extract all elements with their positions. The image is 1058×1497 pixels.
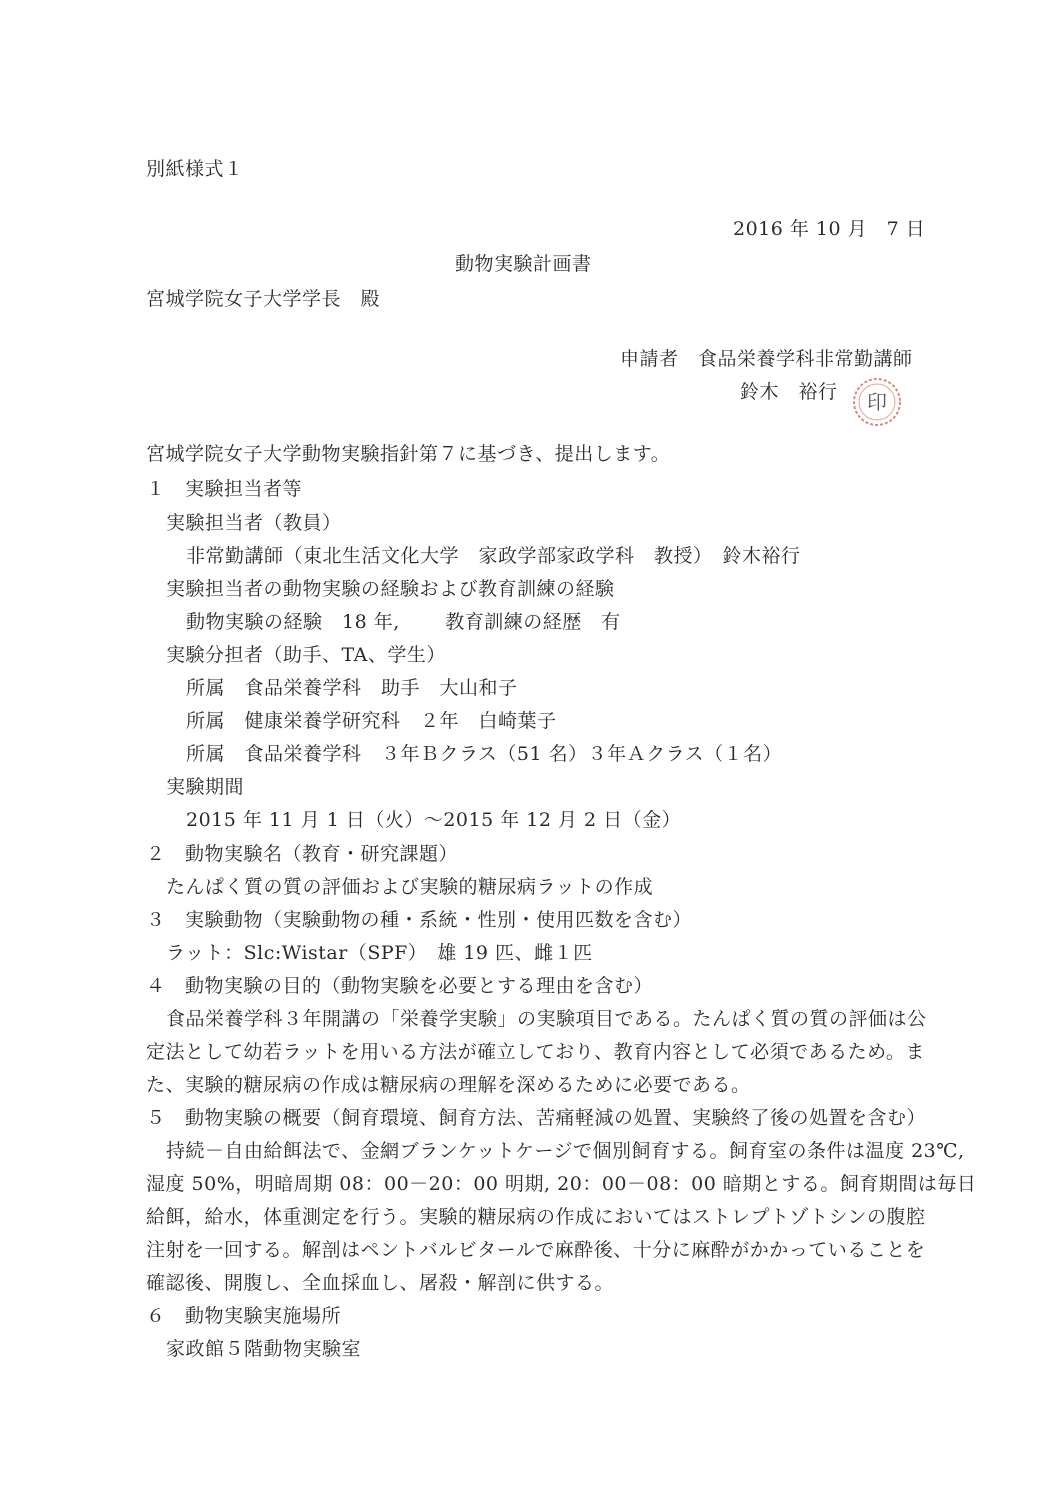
section-heading: １ 実験担当者等 xyxy=(146,478,303,500)
section-heading: ５ 動物実験の概要（飼育環境、飼育方法、苦痛軽減の処置、実験終了後の処置を含む） xyxy=(146,1107,927,1129)
subheading: 実験分担者（助手、TA、学生） xyxy=(166,644,446,666)
body-line: 非常勤講師（東北生活文化大学 家政学部家政学科 教授） 鈴木裕行 xyxy=(186,545,801,567)
applicant-affiliation: 申請者 食品栄養学科非常勤講師 xyxy=(620,348,913,370)
body-line: 2015 年 11 月 1 日（火）～2015 年 12 月 2 日（金） xyxy=(186,809,682,831)
paragraph-line: 湿度 50%，明暗周期 08：00－20：00 明期, 20：00－08：00 暗期とする。飼育期間は毎日 xyxy=(146,1173,977,1195)
body-line: たんぱく質の質の評価および実験的糖尿病ラットの作成 xyxy=(166,876,654,898)
paragraph-line: 持続－自由給餌法で、金網ブランケットケージで個別飼育する。飼育室の条件は温度 23℃, xyxy=(166,1140,965,1162)
paragraph-line: 定法として幼若ラットを用いる方法が確立しており、教育内容として必須であるため。ま xyxy=(146,1041,925,1063)
section-heading: ３ 実験動物（実験動物の種・系統・性別・使用匹数を含む） xyxy=(146,909,693,931)
seal-char: 印 xyxy=(867,390,887,414)
paragraph-line: 食品栄養学科３年開講の「栄養学実験」の実験項目である。たんぱく質の質の評価は公 xyxy=(166,1008,927,1030)
document-title: 動物実験計画書 xyxy=(455,253,592,275)
addressee: 宮城学院女子大学学長 殿 xyxy=(146,288,381,310)
form-label: 別紙様式１ xyxy=(146,158,244,180)
section-heading: ２ 動物実験名（教育・研究課題） xyxy=(146,843,459,865)
body-line: 動物実験の経験 18 年, 教育訓練の経歴 有 xyxy=(186,611,621,633)
paragraph-line: 確認後、開腹し、全血採血し、屠殺・解剖に供する。 xyxy=(146,1272,615,1294)
body-line: 所属 食品栄養学科 助手 大山和子 xyxy=(186,677,518,699)
paragraph-line: 給餌，給水，体重測定を行う。実験的糖尿病の作成においてはストレプトゾトシンの腹腔 xyxy=(146,1206,926,1228)
section-heading: ４ 動物実験の目的（動物実験を必要とする理由を含む） xyxy=(146,975,654,997)
paragraph-line: 注射を一回する。解剖はペントバルビタールで麻酔後、十分に麻酔がかかっていることを xyxy=(146,1239,926,1261)
section-heading: ６ 動物実験実施場所 xyxy=(146,1305,342,1327)
body-line: 家政館５階動物実験室 xyxy=(166,1338,362,1360)
body-line: ラット：Slc:Wistar（SPF） 雄 19 匹、雌１匹 xyxy=(166,942,593,964)
body-line: 所属 健康栄養学研究科 ２年 白崎葉子 xyxy=(186,710,557,732)
applicant-name: 鈴木 裕行 xyxy=(740,381,838,403)
body-line: 所属 食品栄養学科 ３年Ｂクラス（51 名）３年Ａクラス（１名） xyxy=(186,743,783,765)
paragraph-line: た、実験的糖尿病の作成は糖尿病の理解を深めるために必要である。 xyxy=(146,1074,751,1096)
subheading: 実験担当者の動物実験の経験および教育訓練の経験 xyxy=(166,578,615,600)
subheading: 実験期間 xyxy=(166,776,245,798)
seal-stamp xyxy=(851,376,903,428)
intro-text: 宮城学院女子大学動物実験指針第７に基づき、提出します。 xyxy=(146,443,671,465)
subheading: 実験担当者（教員） xyxy=(166,512,342,534)
document-date: 2016 年 10 月 7 日 xyxy=(733,218,926,240)
